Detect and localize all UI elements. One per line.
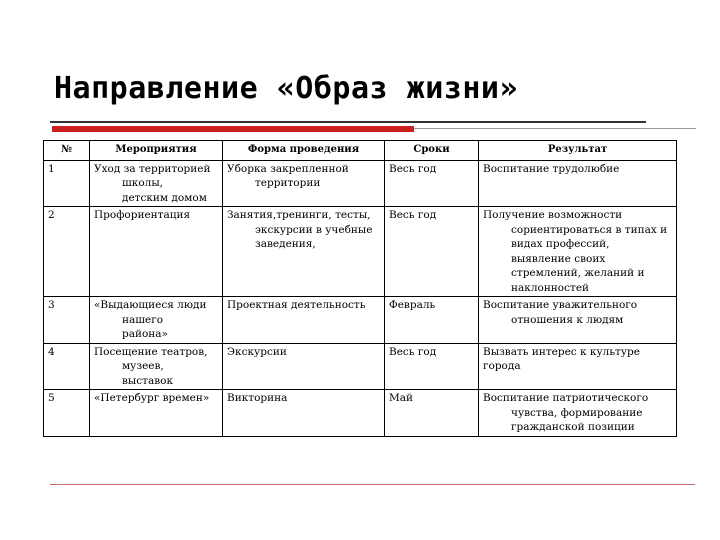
cell-result — [479, 207, 677, 297]
cell-event — [90, 207, 223, 297]
event-line: «Петербург времен» — [94, 392, 210, 404]
result-line: сориентироваться в типах и — [511, 223, 668, 236]
header-form: Форма проведения — [223, 141, 385, 161]
cell-form — [223, 207, 385, 297]
accent-bar — [52, 126, 414, 132]
form-line: Уборка закрепленной — [227, 162, 349, 175]
event-line: выставок — [122, 374, 174, 387]
event-line: детским домом — [122, 191, 207, 204]
header-number: № — [44, 141, 90, 161]
result-line: наклонностей — [511, 281, 590, 294]
result-line: Воспитание патриотического — [483, 392, 649, 404]
header-result: Результат — [479, 141, 677, 161]
cell-form — [223, 160, 385, 207]
events-table — [43, 140, 677, 437]
form-line: территории — [255, 177, 321, 189]
result-line: выявление своих — [511, 252, 606, 265]
table-row — [44, 390, 677, 437]
cell-term: Весь год — [385, 343, 479, 390]
event-line: Уход за территорией — [94, 162, 211, 175]
cell-term: Май — [385, 390, 479, 437]
form-line: Проектная деятельность — [227, 299, 366, 311]
event-line: «Выдающиеся люди — [94, 299, 207, 311]
table-row — [44, 297, 677, 344]
cell-number: 4 — [44, 343, 90, 390]
result-line: стремлений, желаний и — [511, 267, 645, 279]
cell-event — [90, 297, 223, 344]
cell-event — [90, 390, 223, 437]
result-line: видах профессий, — [511, 238, 610, 250]
table-header-row — [44, 141, 677, 161]
table-row — [44, 343, 677, 390]
cell-result — [479, 297, 677, 344]
table-body — [44, 160, 677, 436]
header-term: Сроки — [385, 141, 479, 161]
form-line: Викторина — [227, 392, 288, 404]
cell-form — [223, 390, 385, 437]
form-line: Занятия,тренинги, тесты, — [227, 209, 371, 221]
bottom-rule — [50, 484, 695, 485]
form-line: экскурсии в учебные — [255, 223, 373, 236]
result-line: отношения к людям — [511, 313, 624, 326]
result-line: гражданской позиции — [511, 421, 635, 433]
result-line: Воспитание трудолюбие — [483, 162, 620, 175]
form-line: Экскурсии — [227, 345, 287, 358]
title-underline — [50, 121, 646, 123]
cell-result — [479, 390, 677, 437]
event-line: Профориентация — [94, 209, 191, 221]
cell-event — [90, 160, 223, 207]
cell-form — [223, 297, 385, 344]
cell-term: Весь год — [385, 160, 479, 207]
cell-number: 2 — [44, 207, 90, 297]
header-event: Мероприятия — [90, 141, 223, 161]
table-row — [44, 160, 677, 207]
cell-event — [90, 343, 223, 390]
event-line: района» — [122, 328, 168, 340]
form-line: заведения, — [255, 238, 316, 250]
cell-result — [479, 160, 677, 207]
event-line: музеев, — [122, 360, 164, 372]
cell-number: 3 — [44, 297, 90, 344]
cell-term: Февраль — [385, 297, 479, 344]
cell-result — [479, 343, 677, 390]
event-line: Посещение театров, — [94, 345, 208, 358]
event-line: нашего — [122, 313, 164, 326]
cell-number: 1 — [44, 160, 90, 207]
cell-form — [223, 343, 385, 390]
result-line: чувства, формирование — [511, 406, 643, 419]
cell-term: Весь год — [385, 207, 479, 297]
cell-number: 5 — [44, 390, 90, 437]
result-line: Вызвать интерес к культуре города — [483, 345, 640, 372]
table-row — [44, 207, 677, 297]
result-line: Получение возможности — [483, 209, 623, 221]
title-rule — [414, 128, 696, 129]
result-line: Воспитание уважительного — [483, 299, 638, 311]
event-line: школы, — [122, 177, 164, 189]
slide-title: Направление «Образ жизни» — [54, 71, 519, 106]
